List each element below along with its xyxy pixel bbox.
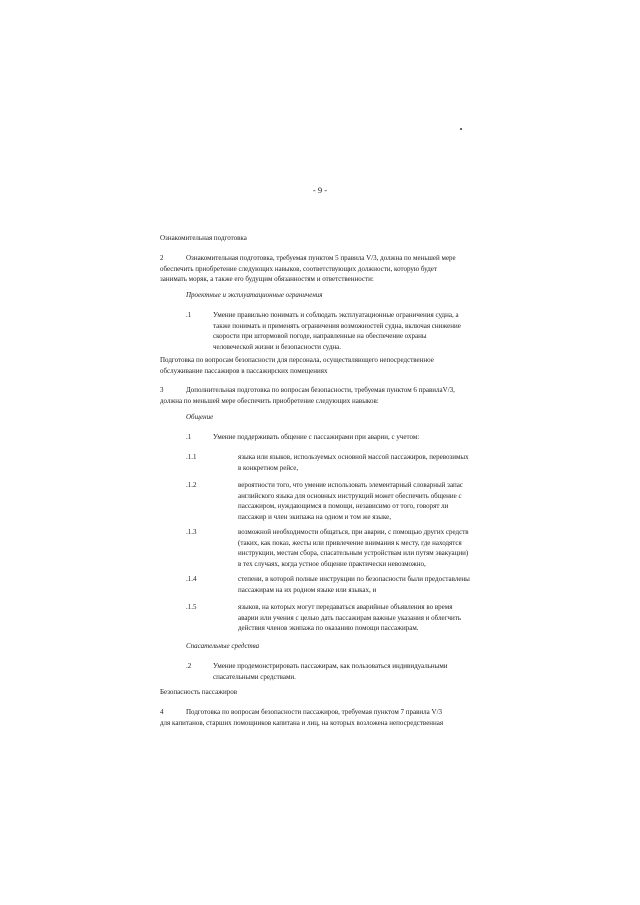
subitem-number: .1.5 — [186, 603, 197, 611]
item-communication-text: Умение поддерживать общение с пассажирами при аварии, с учетом: — [213, 433, 420, 441]
heading-safety-training — [160, 355, 481, 376]
subitem-line: языков, на которых могут передаваться аварийные объявления во время — [238, 603, 453, 611]
item-design-line: человеческой жизни и безопасности судна. — [213, 342, 342, 351]
subitem-line: пассажир и член экипажа на одном и том же языке, — [238, 512, 392, 521]
paragraph-3-line: Дополнительная подготовка по вопросам безопасности, требуемая пунктом 6 правилаV/3, — [186, 386, 455, 394]
subitem-line: возможной необходимости общаться, при аварии, с помощью других средств — [238, 528, 469, 536]
paragraph-2-line: Ознакомительная подготовка, требуемая пунктом 5 правила V/3, должна по меньшей мере — [186, 254, 456, 262]
item-design-line: Умение правильно понимать и соблюдать эксплуатационные ограничения судна, а — [213, 311, 459, 319]
item-design-line: скорости при штормовой погоде, направленные на обеспечение охраны — [213, 332, 427, 340]
subitem-text — [238, 602, 481, 634]
paragraph-3 — [160, 385, 481, 406]
subitem-line: в тех случаях, когда устное общение практически невозможно, — [238, 559, 426, 568]
subitem-line: языка или языков, используемых основной массой пассажиров, перевозимых — [238, 453, 469, 461]
item-lsa-text — [213, 661, 481, 682]
subitem-number: .1.3 — [186, 528, 197, 536]
paragraph-2-number: 2 — [160, 254, 164, 262]
subheading-communication: Общение — [186, 413, 214, 421]
subitem-line: пассажирам на их родном языке или языках, и — [238, 585, 377, 594]
item-design-number: .1 — [186, 311, 192, 319]
item-lsa-line: Умение продемонстрировать пассажирам, как пользоваться индивидуальными — [213, 662, 448, 670]
paragraph-4 — [160, 707, 481, 728]
heading-safety-line: Подготовка по вопросам безопасности для персонала, осуществляющего непосредственное — [160, 356, 434, 364]
subitem-line: вероятности того, что умение использовать элементарный словарный запас — [238, 481, 463, 489]
subitem-number: .1.2 — [186, 481, 197, 489]
subitem-line: степени, в которой полные инструкции по безопасности были предоставлены — [238, 575, 470, 583]
paragraph-2-line: занимать моряк, а также его будущим обязанностям и ответственности: — [160, 275, 374, 283]
subitem-number: .1.4 — [186, 575, 197, 583]
subitem-line: в конкретном рейсе, — [238, 463, 299, 472]
paragraph-3-line: должна по меньшей мере обеспечить приобретение следующих навыков: — [160, 396, 379, 405]
subitem-text — [238, 527, 481, 569]
paragraph-2-line: обеспечить приобретение следующих навыков, соответствующих должности, которую будет — [160, 264, 437, 273]
subitem-line: аварии или учения с целью дать пассажирам важные указания и облегчить — [238, 613, 462, 622]
subitem-number: .1.1 — [186, 453, 197, 461]
paragraph-3-number: 3 — [160, 386, 164, 394]
item-lsa-number: .2 — [186, 662, 192, 670]
paragraph-4-line: для капитанов, старших помощников капитана и лиц, на которых возложена непосредственная — [160, 718, 444, 727]
page-number: - 9 - — [312, 185, 328, 195]
scan-speck — [460, 128, 462, 130]
heading-passenger-safety: Безопасность пассажиров — [160, 688, 238, 696]
subheading-life-saving: Спасательные средства — [186, 642, 260, 650]
subitem-text — [238, 574, 481, 595]
subheading-design-limitations: Проектные и эксплуатационные ограничения — [186, 291, 323, 299]
subitem-text — [238, 452, 481, 473]
heading-safety-line: обслуживание пассажиров в пассажирских помещениях — [160, 366, 328, 375]
heading-familiarization: Ознакомительная подготовка — [160, 234, 247, 242]
subitem-line: английского языка для основных инструкций может обеспечить общение с — [238, 491, 462, 500]
item-lsa-line: спасательными средствами. — [213, 672, 296, 681]
subitem-line: действия членов экипажа по оказанию помощи пассажирам. — [238, 624, 419, 632]
subitem-line: (таких, как показ, жесты или привлечение внимания к месту, где находятся — [238, 538, 462, 547]
item-communication-number: .1 — [186, 433, 192, 441]
paragraph-4-number: 4 — [160, 708, 164, 716]
subitem-line: инструкции, местам сбора, спасательным устройствам или путям эвакуации) — [238, 549, 469, 557]
paragraph-2 — [160, 253, 481, 285]
subitem-line: пассажиром, нуждающимся в помощи, независимо от того, говорят ли — [238, 502, 449, 510]
paragraph-4-line: Подготовка по вопросам безопасности пассажиров, требуемая пунктом 7 правила V/3 — [186, 708, 443, 716]
subitem-text — [238, 480, 481, 522]
item-design-line: также понимать и применять ограничения возможностей судна, включая снижение — [213, 321, 461, 330]
item-design-text — [213, 310, 481, 352]
